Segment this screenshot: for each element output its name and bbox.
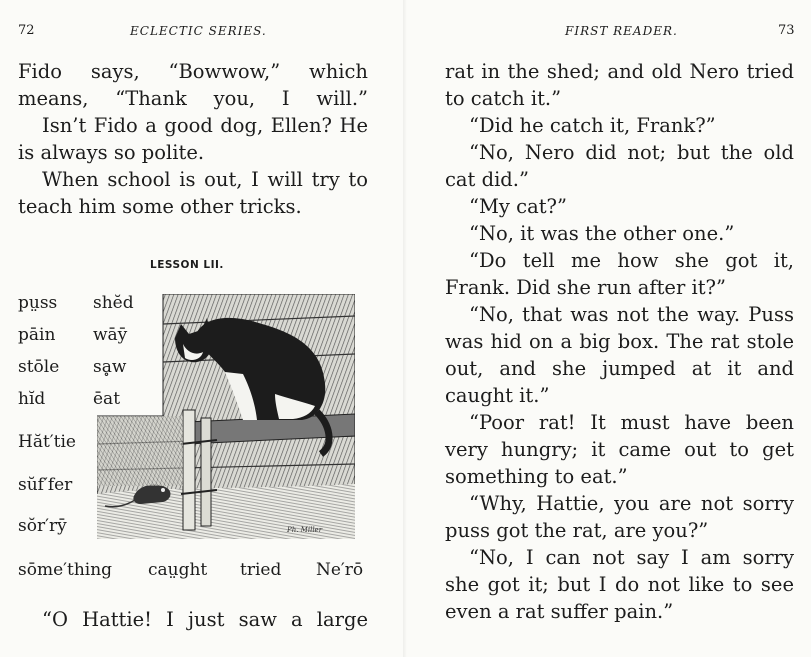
vocab-word: caṳght [148, 560, 208, 580]
paragraph: Isn’t Fido a good dog, Ellen? He is always so polite. [18, 114, 368, 164]
right-text [445, 58, 794, 625]
page-number: 72 [18, 23, 35, 38]
paragraph: “No, that was not the way. Puss was hid on a big box. The rat stole out, and she jumped at it and caught it.” [445, 303, 794, 407]
vocab-word: pāin [18, 325, 56, 345]
paragraph: “No, Nero did not; but the old cat did.” [445, 141, 794, 191]
vocab-word: sḁw [93, 357, 127, 377]
paragraph: When school is out, I will try to teach him some other tricks. [18, 168, 368, 218]
vocab-word: Hăt′tie [18, 432, 76, 452]
left-top-text [18, 58, 368, 220]
left-bottom-text [18, 606, 368, 633]
paragraph: “No, I can not say I am sorry she got it; but I do not like to see even a rat suffer pain.” [445, 546, 794, 623]
artist-signature: Ph. Miller [287, 526, 323, 534]
running-head: ECLECTIC SERIES. [130, 24, 267, 38]
vocab-word: hĭd [18, 389, 46, 409]
paragraph: “O Hattie! I just saw a large [42, 608, 368, 631]
vocab-word: ēat [93, 389, 121, 409]
paragraph: “Did he catch it, Frank?” [469, 114, 716, 137]
paragraph: Fido says, “Bowwow,” which means, “Thank you, I will.” [18, 60, 368, 110]
paragraph: rat in the shed; and old Nero tried to catch it.” [445, 60, 794, 110]
left-page [0, 0, 405, 657]
paragraph: “Do tell me how she got it, Frank. Did she run after it?” [445, 249, 794, 299]
paragraph: “My cat?” [469, 195, 567, 218]
vocab-word: Ne′rō [316, 560, 364, 580]
paragraph: “No, it was the other one.” [469, 222, 735, 245]
lesson-heading: LESSON LII. [150, 259, 224, 271]
vocab-word: pṳss [18, 293, 58, 313]
vocab-word: sŭf′fer [18, 475, 73, 495]
vocab-word: tried [240, 560, 282, 580]
vocab-word: sōme′thing [18, 560, 113, 580]
vocab-word: shĕd [93, 293, 134, 313]
paragraph: “Poor rat! It must have been very hungry; it came out to get something to eat.” [445, 411, 794, 488]
cat-on-fence-illustration [97, 294, 355, 539]
right-page [405, 0, 811, 657]
running-head: FIRST READER. [565, 24, 678, 38]
vocab-word: stōle [18, 357, 60, 377]
vocab-word: sŏr′rȳ [18, 516, 67, 536]
page-number: 73 [778, 23, 795, 38]
vocab-word: wāȳ [93, 325, 128, 345]
paragraph: “Why, Hattie, you are not sorry puss got the rat, are you?” [445, 492, 794, 542]
